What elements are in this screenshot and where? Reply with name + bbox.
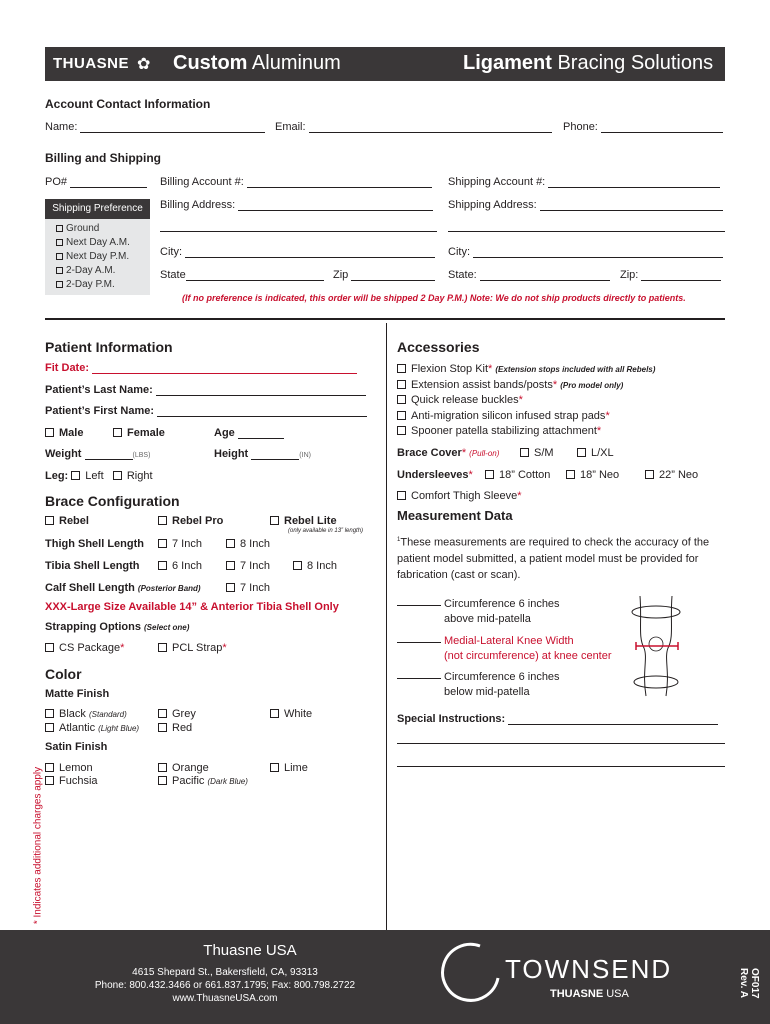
circ-below-label: Circumference 6 inches below mid-patella xyxy=(444,671,560,698)
calf-7-checkbox[interactable]: 7 Inch xyxy=(226,582,270,594)
circ-below-input[interactable] xyxy=(397,678,441,679)
billing-address-line2[interactable] xyxy=(160,231,437,232)
title-right: Ligament Bracing Solutions xyxy=(463,52,714,74)
black-checkbox[interactable]: Black (Standard) xyxy=(45,708,127,720)
form-revision: OF017 Rev. A xyxy=(738,968,760,999)
email-field[interactable]: Email: xyxy=(275,121,552,133)
matte-finish-label: Matte Finish xyxy=(45,688,110,700)
billing-heading: Billing and Shipping xyxy=(45,151,161,165)
footer xyxy=(0,930,770,1024)
billing-account-field[interactable]: Billing Account #: xyxy=(160,176,432,188)
quick-release-checkbox[interactable]: Quick release buckles* xyxy=(397,394,523,406)
ship-option-2day-am[interactable]: 2-Day A.M. xyxy=(56,265,115,276)
column-divider xyxy=(386,323,387,930)
lemon-checkbox[interactable]: Lemon xyxy=(45,762,93,774)
tibia-6-checkbox[interactable]: 6 Inch xyxy=(158,560,202,572)
billing-state-field[interactable]: State xyxy=(160,269,324,281)
first-name-field[interactable]: Patient’s First Name: xyxy=(45,405,367,417)
circ-above-input[interactable] xyxy=(397,605,441,606)
cover-sm-checkbox[interactable]: S/M xyxy=(520,447,554,459)
grey-checkbox[interactable]: Grey xyxy=(158,708,196,720)
special-line-2[interactable] xyxy=(397,743,725,744)
circ-above-label: Circumference 6 inches above mid-patella xyxy=(444,598,560,625)
section-divider xyxy=(45,318,725,320)
tibia-shell-label: Tibia Shell Length xyxy=(45,560,140,572)
fit-date-field[interactable]: Fit Date: xyxy=(45,362,357,374)
footer-address: 4615 Shepard St., Bakersfield, CA, 93313 Phone: 800.432.3466 or 661.837.1795; Fax: 800.798.2722 www.ThuasneUSA.com xyxy=(94,967,356,1004)
white-checkbox[interactable]: White xyxy=(270,708,312,720)
tibia-7-checkbox[interactable]: 7 Inch xyxy=(226,560,270,572)
red-checkbox[interactable]: Red xyxy=(158,722,192,734)
lime-checkbox[interactable]: Lime xyxy=(270,762,308,774)
weight-field[interactable]: Weight (LBS) xyxy=(45,448,151,460)
thigh-7-checkbox[interactable]: 7 Inch xyxy=(158,538,202,550)
satin-finish-label: Satin Finish xyxy=(45,741,108,753)
title-left: Custom Aluminum xyxy=(173,52,341,74)
leg-options: Leg: Left Right xyxy=(45,470,153,482)
female-checkbox[interactable]: Female xyxy=(113,427,165,439)
ship-option-2day-pm[interactable]: 2-Day P.M. xyxy=(56,279,115,290)
extension-assist-checkbox[interactable]: Extension assist bands/posts* (Pro model only) xyxy=(397,379,623,391)
shipping-address-line2[interactable] xyxy=(448,231,725,232)
shipping-note: (If no preference is indicated, this order will be shipped 2 Day P.M.) Note: We do not ship products directly to patients. xyxy=(182,293,686,303)
shipping-address-field[interactable]: Shipping Address: xyxy=(448,199,723,211)
brand-logo: THUASNE xyxy=(53,55,130,72)
fuchsia-checkbox[interactable]: Fuchsia xyxy=(45,775,98,787)
shipping-state-field[interactable]: State: xyxy=(448,269,610,281)
rebel-lite-note: (only available in 13” length) xyxy=(288,528,364,534)
rebel-checkbox[interactable]: Rebel xyxy=(45,515,89,527)
neo-22-checkbox[interactable]: 22” Neo xyxy=(645,469,698,481)
thuasne-usa-wordmark: THUASNE USA xyxy=(550,988,629,1000)
thigh-shell-label: Thigh Shell Length xyxy=(45,538,144,550)
knee-diagram-icon xyxy=(620,592,692,700)
age-field[interactable]: Age xyxy=(214,427,284,439)
flower-icon: ✿ xyxy=(137,56,151,73)
ship-option-next-day-am[interactable]: Next Day A.M. xyxy=(56,237,130,248)
cotton-18-checkbox[interactable]: 18” Cotton xyxy=(485,469,550,481)
color-heading: Color xyxy=(45,666,82,682)
leg-left-checkbox[interactable] xyxy=(71,471,80,480)
spooner-checkbox[interactable]: Spooner patella stabilizing attachment* xyxy=(397,425,601,437)
rebel-pro-checkbox[interactable]: Rebel Pro xyxy=(158,515,223,527)
thigh-8-checkbox[interactable]: 8 Inch xyxy=(226,538,270,550)
account-heading: Account Contact Information xyxy=(45,97,211,111)
po-field[interactable]: PO# xyxy=(45,176,147,188)
name-field[interactable]: Name: xyxy=(45,121,265,133)
neo-18-checkbox[interactable]: 18” Neo xyxy=(566,469,619,481)
xxl-note: XXX-Large Size Available 14” & Anterior Tibia Shell Only xyxy=(45,601,339,613)
pacific-checkbox[interactable]: Pacific (Dark Blue) xyxy=(158,775,248,787)
cover-lxl-checkbox[interactable]: L/XL xyxy=(577,447,614,459)
brace-heading: Brace Configuration xyxy=(45,493,180,509)
cs-package-checkbox[interactable]: CS Package* xyxy=(45,642,124,654)
measurement-heading: Measurement Data xyxy=(397,508,513,523)
leg-right-checkbox[interactable] xyxy=(113,471,122,480)
shipping-zip-field[interactable]: Zip: xyxy=(620,269,721,281)
brace-cover-label: Brace Cover* (Pull-on) xyxy=(397,447,500,459)
special-line-3[interactable] xyxy=(397,766,725,767)
phone-field[interactable]: Phone: xyxy=(563,121,723,133)
shipping-preference-title: Shipping Preference xyxy=(45,199,150,219)
orange-checkbox[interactable]: Orange xyxy=(158,762,209,774)
additional-charges-note: * Indicates additional charges apply xyxy=(32,766,44,925)
patient-heading: Patient Information xyxy=(45,339,173,355)
ml-width-label: Medial-Lateral Knee Width (not circumference) at knee center xyxy=(444,635,612,662)
ml-width-input[interactable] xyxy=(397,642,441,643)
shipping-account-field[interactable]: Shipping Account #: xyxy=(448,176,720,188)
townsend-logo-icon xyxy=(440,940,504,1010)
shipping-city-field[interactable]: City: xyxy=(448,246,723,258)
measurement-note: $^1$These measurements are required to check the accuracy of the patient model submitted, a patient model must be provided for fabrication (cast or scan). xyxy=(397,536,710,581)
undersleeves-label: Undersleeves* xyxy=(397,469,473,481)
male-checkbox[interactable]: Male xyxy=(45,427,83,439)
billing-zip-field[interactable]: Zip xyxy=(333,269,435,281)
billing-address-field[interactable]: Billing Address: xyxy=(160,199,433,211)
strapping-label: Strapping Options (Select one) xyxy=(45,621,190,633)
height-field[interactable]: Height (IN) xyxy=(214,448,311,460)
ship-option-next-day-pm[interactable]: Next Day P.M. xyxy=(56,251,129,262)
calf-shell-label: Calf Shell Length (Posterior Band) xyxy=(45,582,201,594)
atlantic-checkbox[interactable]: Atlantic (Light Blue) xyxy=(45,722,139,734)
header-bar xyxy=(45,47,725,81)
thigh-sleeve-checkbox[interactable]: Comfort Thigh Sleeve* xyxy=(397,490,521,502)
last-name-field[interactable]: Patient’s Last Name: xyxy=(45,384,366,396)
billing-city-field[interactable]: City: xyxy=(160,246,435,258)
tibia-8-checkbox[interactable]: 8 Inch xyxy=(293,560,337,572)
ship-option-ground[interactable]: Ground xyxy=(56,223,99,234)
anti-migration-checkbox[interactable]: Anti-migration silicon infused strap pads* xyxy=(397,410,610,422)
rebel-lite-checkbox[interactable]: Rebel Lite xyxy=(270,515,337,527)
footer-company: Thuasne USA xyxy=(203,942,297,959)
special-instructions-field[interactable]: Special Instructions: xyxy=(397,713,718,725)
flexion-stop-checkbox[interactable]: Flexion Stop Kit* (Extension stops included with all Rebels) xyxy=(397,363,655,375)
pcl-strap-checkbox[interactable]: PCL Strap* xyxy=(158,642,227,654)
accessories-heading: Accessories xyxy=(397,339,480,355)
townsend-wordmark: TOWNSEND xyxy=(505,954,673,984)
